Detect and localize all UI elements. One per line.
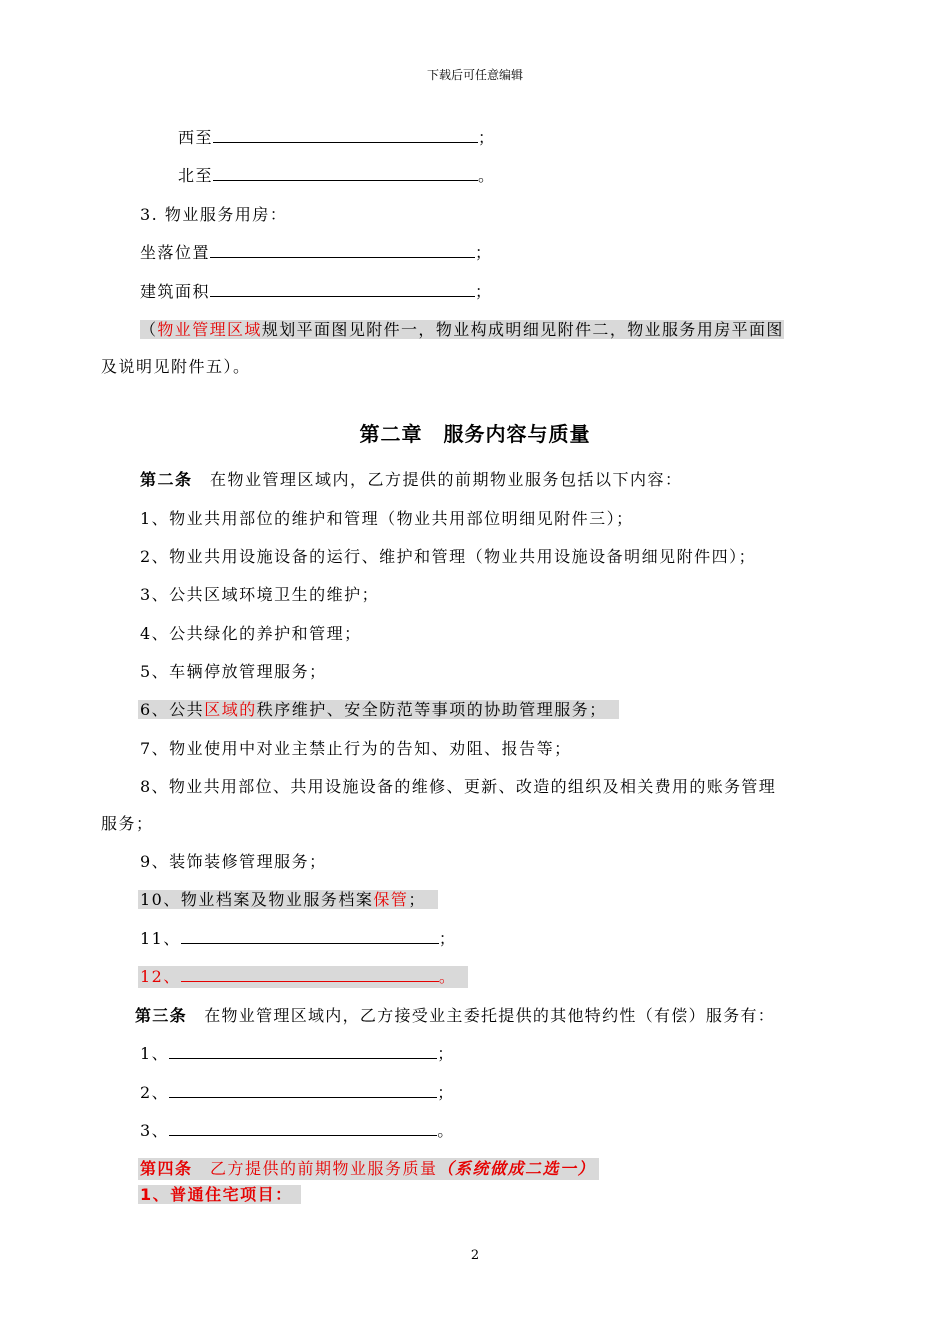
punct: 。 xyxy=(438,967,457,986)
article3-item1-blank[interactable] xyxy=(169,1043,437,1059)
north-blank[interactable] xyxy=(213,165,478,181)
article4-sub1: 1、普通住宅项目： xyxy=(138,1185,301,1204)
location-blank[interactable] xyxy=(210,242,475,258)
article3-item3-blank[interactable] xyxy=(169,1120,437,1136)
item10-red: 保管 xyxy=(373,890,409,909)
list-item: 7、物业使用中对业主禁止行为的告知、劝阻、报告等； xyxy=(140,739,572,758)
item6-a: 6、公共 xyxy=(140,700,205,719)
article4-subheading xyxy=(138,1184,301,1206)
article3-item2-number: 2、 xyxy=(140,1083,170,1102)
article3-intro xyxy=(135,1005,775,1027)
punct: ； xyxy=(438,929,457,948)
west-boundary-line xyxy=(178,127,496,149)
annex-note-line2: 及说明见附件五）。 xyxy=(101,357,251,376)
list-item xyxy=(140,1043,455,1065)
article3-item2-blank[interactable] xyxy=(169,1082,437,1098)
west-blank[interactable] xyxy=(213,127,478,143)
north-boundary-line xyxy=(178,165,496,187)
article3-text: 在物业管理区域内，乙方接受业主委托提供的其他特约性（有偿）服务有： xyxy=(186,1006,776,1025)
article2-text: 在物业管理区域内，乙方提供的前期物业服务包括以下内容： xyxy=(192,470,683,489)
punct: ； xyxy=(437,1083,455,1102)
list-item: 4、公共绿化的养护和管理； xyxy=(140,624,362,643)
list-item: 5、车辆停放管理服务； xyxy=(140,662,327,681)
article4-note: （系统做成二选一） xyxy=(437,1159,596,1178)
punct: ； xyxy=(437,1044,455,1063)
list-item: 9、装饰装修管理服务； xyxy=(140,852,327,871)
punct: 。 xyxy=(437,1121,455,1140)
west-label: 西至 xyxy=(178,128,214,147)
article2-intro xyxy=(140,469,683,491)
item11-blank[interactable] xyxy=(181,928,439,944)
list-item xyxy=(138,966,468,988)
item12-number: 12、 xyxy=(140,967,181,986)
article4-intro xyxy=(138,1158,599,1180)
north-label: 北至 xyxy=(178,166,214,185)
area-blank[interactable] xyxy=(210,281,475,297)
note-red-term: 物业管理区域 xyxy=(157,320,262,339)
area-line xyxy=(140,281,493,303)
location-line xyxy=(140,242,493,264)
article4-text: 乙方提供的前期物业服务质量 xyxy=(192,1159,438,1178)
article3-label: 第三条 xyxy=(135,1006,187,1025)
article3-item1-number: 1、 xyxy=(140,1044,170,1063)
location-label: 坐落位置 xyxy=(140,243,211,262)
item10-a: 10、物业档案及物业服务档案 xyxy=(140,890,374,909)
list-item xyxy=(140,1120,455,1142)
item6-red: 区域的 xyxy=(204,700,257,719)
punct: ； xyxy=(475,243,493,262)
list-item xyxy=(140,928,456,950)
annex-note-line1 xyxy=(140,319,784,341)
page-header: 下载后可任意编辑 xyxy=(426,68,523,82)
list-item: 3、公共区域环境卫生的维护； xyxy=(140,585,380,604)
punct: ； xyxy=(475,282,493,301)
area-label: 建筑面积 xyxy=(140,282,211,301)
note-open: （ xyxy=(140,320,158,339)
page-number: 2 xyxy=(470,1248,480,1263)
article4-label: 第四条 xyxy=(140,1159,193,1178)
list-item-continued: 服务； xyxy=(101,814,154,833)
list-item xyxy=(138,699,619,721)
list-item: 8、物业共用部位、共用设施设备的维修、更新、改造的组织及相关费用的账务管理 xyxy=(140,777,777,796)
article3-item3-number: 3、 xyxy=(140,1121,170,1140)
service-room-heading: 3. 物业服务用房： xyxy=(140,205,288,224)
list-item xyxy=(140,1082,455,1104)
item10-b: ； xyxy=(408,890,438,909)
list-item: 1、物业共用部位的维护和管理（物业共用部位明细见附件三）； xyxy=(140,509,634,528)
article2-label: 第二条 xyxy=(140,470,193,489)
chapter-title: 第二章 服务内容与质量 xyxy=(359,422,591,446)
list-item xyxy=(138,889,438,911)
item6-b: 秩序维护、安全防范等事项的协助管理服务； xyxy=(257,700,619,719)
list-item: 2、物业共用设施设备的运行、维护和管理（物业共用设施设备明细见附件四）； xyxy=(140,547,757,566)
item11-number: 11、 xyxy=(140,929,181,948)
punct: 。 xyxy=(478,166,496,185)
note-text: 规划平面图见附件一，物业构成明细见附件二，物业服务用房平面图 xyxy=(261,320,784,339)
item12-blank[interactable] xyxy=(181,966,439,982)
punct: ； xyxy=(478,128,496,147)
